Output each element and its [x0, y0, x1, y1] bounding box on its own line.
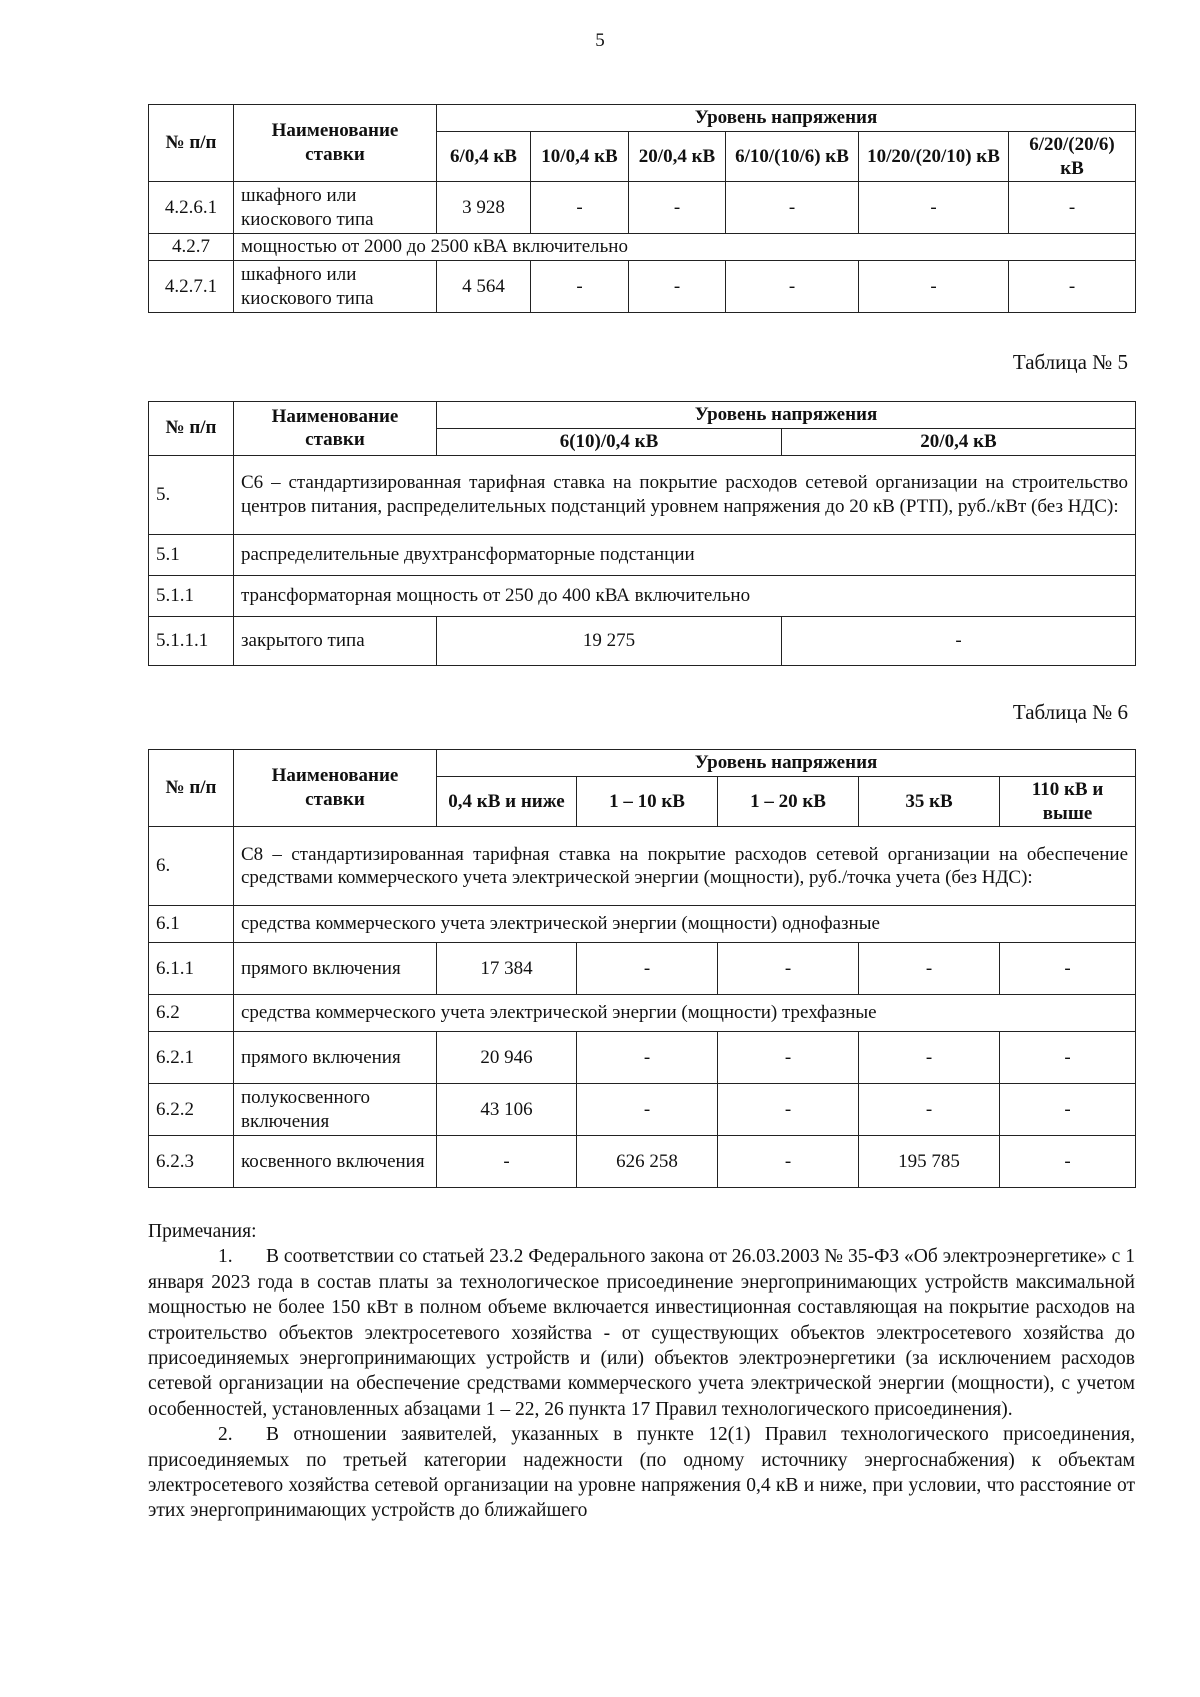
col-header-voltage-level: 6/10/(10/6) кВ — [726, 131, 859, 182]
col-header-voltage-level: 1 – 10 кВ — [577, 776, 718, 827]
col-header-voltage-level: 10/0,4 кВ — [531, 131, 629, 182]
rate-value: - — [1009, 182, 1136, 234]
table-row — [149, 995, 1136, 1032]
row-name: трансформаторная мощность от 250 до 400 кВА включительно — [234, 575, 1136, 616]
col-header-voltage-level: 0,4 кВ и ниже — [437, 776, 577, 827]
row-number: 4.2.6.1 — [149, 182, 234, 234]
row-name: полукосвенного включения — [234, 1084, 437, 1136]
table-row — [149, 827, 1136, 906]
row-number: 4.2.7.1 — [149, 261, 234, 313]
row-number: 5.1.1.1 — [149, 616, 234, 665]
rate-value: - — [577, 1032, 718, 1084]
rate-value: - — [1000, 1084, 1136, 1136]
row-number: 6.2.2 — [149, 1084, 234, 1136]
row-number: 6. — [149, 827, 234, 906]
col-header-voltage-level: 20/0,4 кВ — [782, 428, 1136, 455]
note-text: В соответствии со статьей 23.2 Федерального закона от 26.03.2003 № 35-ФЗ «Об электроэнергетике» с 1 января 2023 года в состав платы за технологическое присоединение энергопринимающих устройств максимальной мощностью не более 150 кВт в полном объеме включается инвестиционная составляющая на покрытие расходов на строительство объектов электросетевого хозяйства - от существующих объектов электросетевого хозяйства до присоединяемых энергопринимающих устройств и (или) объектов электроэнергетики (за исключением расходов сетевой организации на обеспечение средствами коммерческого учета электрической энергии (мощности), с учетом особенностей, установленных абзацами 1 – 22, 26 пункта 17 Правил технологического присоединения). — [148, 1246, 1135, 1420]
rate-value: - — [1000, 1032, 1136, 1084]
rate-value: - — [531, 261, 629, 313]
rate-value: - — [782, 616, 1136, 665]
row-name: прямого включения — [234, 943, 437, 995]
row-name: косвенного включения — [234, 1136, 437, 1188]
table-header-row — [149, 750, 1136, 777]
col-header-name: Наименование ставки — [234, 105, 437, 182]
rate-value: - — [859, 943, 1000, 995]
row-name: мощностью от 2000 до 2500 кВА включительно — [234, 234, 1136, 261]
table-row — [149, 455, 1136, 534]
rate-value: 19 275 — [437, 616, 782, 665]
notes-heading: Примечания: — [148, 1221, 257, 1242]
table-5-caption: Таблица № 5 — [1012, 350, 1128, 374]
table-header-row — [149, 402, 1136, 429]
page-number: 5 — [595, 30, 605, 51]
row-number: 6.2.3 — [149, 1136, 234, 1188]
col-header-voltage-level: 110 кВ и выше — [1000, 776, 1136, 827]
rate-value: - — [531, 182, 629, 234]
table-row — [149, 261, 1136, 313]
table-row — [149, 1084, 1136, 1136]
table-row — [149, 234, 1136, 261]
rate-value: 4 564 — [437, 261, 531, 313]
col-header-voltage-level: 6/0,4 кВ — [437, 131, 531, 182]
col-header-num: № п/п — [149, 750, 234, 827]
row-name: средства коммерческого учета электрической энергии (мощности) однофазные — [234, 906, 1136, 943]
col-header-voltage: Уровень напряжения — [437, 402, 1136, 429]
rate-value: 626 258 — [577, 1136, 718, 1188]
col-header-voltage-level: 6(10)/0,4 кВ — [437, 428, 782, 455]
table-row — [149, 1032, 1136, 1084]
rate-value: 43 106 — [437, 1084, 577, 1136]
rate-value: - — [726, 182, 859, 234]
rate-value: - — [1000, 943, 1136, 995]
row-number: 6.2.1 — [149, 1032, 234, 1084]
rate-value: - — [859, 182, 1009, 234]
col-header-num: № п/п — [149, 402, 234, 456]
col-header-voltage: Уровень напряжения — [437, 105, 1136, 132]
col-header-voltage: Уровень напряжения — [437, 750, 1136, 777]
rate-value: - — [437, 1136, 577, 1188]
col-header-voltage-level: 6/20/(20/6) кВ — [1009, 131, 1136, 182]
table-6 — [148, 749, 1136, 1188]
table-4-continuation — [148, 104, 1136, 313]
rate-value: 20 946 — [437, 1032, 577, 1084]
rate-value: 195 785 — [859, 1136, 1000, 1188]
note-number: 1. — [218, 1246, 233, 1268]
note-number: 2. — [218, 1424, 233, 1446]
table-6-caption: Таблица № 6 — [1012, 700, 1128, 724]
row-name: прямого включения — [234, 1032, 437, 1084]
rate-value: - — [577, 943, 718, 995]
rate-value: - — [718, 1084, 859, 1136]
rate-value: - — [726, 261, 859, 313]
col-header-name: Наименование ставки — [234, 750, 437, 827]
row-number: 6.2 — [149, 995, 234, 1032]
rate-value: - — [718, 1136, 859, 1188]
rate-value: 3 928 — [437, 182, 531, 234]
table-row — [149, 616, 1136, 665]
row-name: распределительные двухтрансформаторные подстанции — [234, 534, 1136, 575]
rate-value: - — [859, 1032, 1000, 1084]
notes-section — [148, 1219, 1135, 1524]
table-row — [149, 182, 1136, 234]
row-name: шкафного или киоскового типа — [234, 182, 437, 234]
table-row — [149, 906, 1136, 943]
note-item — [148, 1244, 1135, 1422]
rate-value: - — [1000, 1136, 1136, 1188]
table-row — [149, 575, 1136, 616]
rate-value: - — [718, 1032, 859, 1084]
col-header-voltage-level: 1 – 20 кВ — [718, 776, 859, 827]
table-row — [149, 534, 1136, 575]
col-header-voltage-level: 10/20/(20/10) кВ — [859, 131, 1009, 182]
table-header-row — [149, 105, 1136, 132]
row-name: С8 – стандартизированная тарифная ставка на покрытие расходов сетевой организации на обеспечение средствами коммерческого учета электрической энергии (мощности), руб./точка учета (без НДС): — [234, 827, 1136, 906]
rate-value: - — [859, 261, 1009, 313]
row-number: 4.2.7 — [149, 234, 234, 261]
table-row — [149, 943, 1136, 995]
row-name: закрытого типа — [234, 616, 437, 665]
note-item — [148, 1422, 1135, 1524]
col-header-name: Наименование ставки — [234, 402, 437, 456]
row-name: средства коммерческого учета электрической энергии (мощности) трехфазные — [234, 995, 1136, 1032]
row-number: 5. — [149, 455, 234, 534]
col-header-num: № п/п — [149, 105, 234, 182]
rate-value: 17 384 — [437, 943, 577, 995]
col-header-voltage-level: 20/0,4 кВ — [629, 131, 726, 182]
rate-value: - — [1009, 261, 1136, 313]
row-number: 6.1.1 — [149, 943, 234, 995]
row-number: 5.1 — [149, 534, 234, 575]
row-number: 6.1 — [149, 906, 234, 943]
note-text: В отношении заявителей, указанных в пункте 12(1) Правил технологического присоединения, присоединяемых по третьей категории надежности (по одному источнику энергоснабжения) к объектам электросетевого хозяйства сетевой организации на уровне напряжения 0,4 кВ и ниже, при условии, что расстояние от этих энергопринимающих устройств до ближайшего — [148, 1424, 1135, 1522]
row-name: С6 – стандартизированная тарифная ставка на покрытие расходов сетевой организации на строительство центров питания, распределительных подстанций уровнем напряжения до 20 кВ (РТП), руб./кВт (без НДС): — [234, 455, 1136, 534]
rate-value: - — [859, 1084, 1000, 1136]
col-header-voltage-level: 35 кВ — [859, 776, 1000, 827]
rate-value: - — [629, 182, 726, 234]
row-number: 5.1.1 — [149, 575, 234, 616]
rate-value: - — [629, 261, 726, 313]
table-5 — [148, 401, 1136, 666]
rate-value: - — [577, 1084, 718, 1136]
row-name: шкафного или киоскового типа — [234, 261, 437, 313]
table-row — [149, 1136, 1136, 1188]
rate-value: - — [718, 943, 859, 995]
